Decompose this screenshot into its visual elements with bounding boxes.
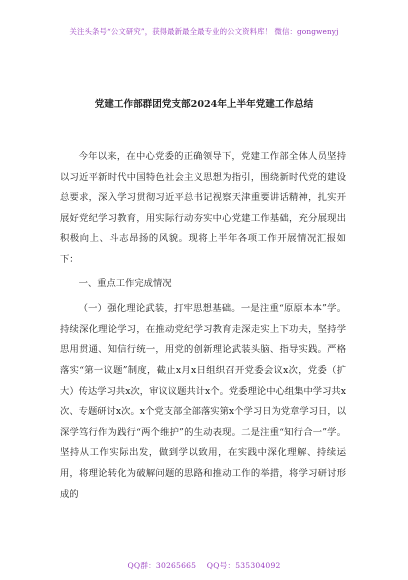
document-title: 党建工作部群团党支部2024年上半年党建工作总结 [94, 99, 314, 110]
qq-group: QQ群：30265665 [127, 561, 197, 570]
intro-paragraph: 今年以来，在中心党委的正确领导下，党建工作部全体人员坚持以习近平新时代中国特色社会主义思想为指引，围绕新时代党的建设总要求，深入学习贯彻习近平总书记视察天津重要讲话精神，扎实开展好党纪学习教育，用实际行动夯实中心党建工作基础，充分展现出积极向上、斗志昂扬的风貌。现将上半年各项工作开展情况汇报如下： [60, 151, 346, 265]
section-paragraph: （一）强化理论武装，打牢思想基础。一是注重“原原本本”学。持续深化理论学习，在推动党纪学习教育走深走实上下功夫，坚持学思用贯通、知信行统一，用党的创新理论武装头脑、指导实践。严格落实“第一议题”制度，截止x月x日组织召开党委会议x次，党委（扩大）传达学习共x次，审议议题共计x个。党委理论中心组集中学习共x次、专题研讨x次。x个党支部全部落实第x个学习日为党章学习日，以深学笃行作为践行“两个维护”的生动表现。二是注重“知行合一”学。坚持从工作实际出发，做到学以致用，在实践中深化理解、持续运用，将理论转化为破解问题的思路和推动工作的举措，将学习研讨形成的 [60, 303, 346, 500]
qq-number: QQ号：535304092 [206, 561, 281, 570]
document-body [60, 147, 346, 505]
section-heading: 一、重点工作完成情况 [78, 277, 172, 289]
footer-contact [0, 560, 408, 571]
header-banner: 关注头条号“公文研究”，获得最新最全最专业的公文资料库！ 微信：gongwenyj [69, 27, 339, 36]
